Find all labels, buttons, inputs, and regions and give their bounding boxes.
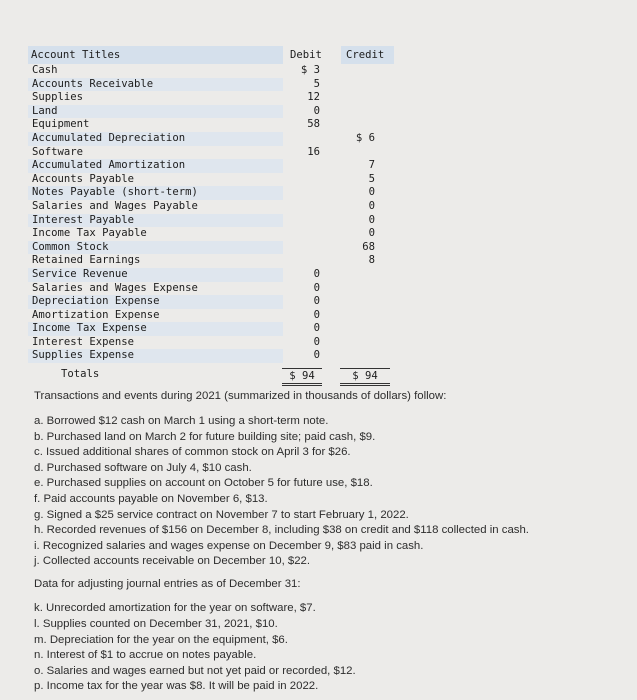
- account-title: Accumulated Amortization: [32, 159, 186, 172]
- credit-value: 5: [368, 172, 375, 185]
- list-item: m. Depreciation for the year on the equipment, $6.: [34, 633, 288, 646]
- account-title: Income Tax Expense: [32, 322, 147, 335]
- debit-value: $ 3: [300, 64, 320, 76]
- account-title: Depreciation Expense: [32, 295, 160, 308]
- list-item: c. Issued additional shares of common stock on April 3 for $26.: [34, 446, 351, 459]
- debit-value: 5: [313, 77, 320, 90]
- table-body: [28, 64, 394, 363]
- adjusting-intro: Data for adjusting journal entries as of December 31:: [34, 578, 301, 591]
- credit-value: 0: [368, 186, 375, 199]
- table-row: [28, 268, 394, 282]
- totals-credit: $ 94: [340, 368, 390, 386]
- totals-row: [28, 365, 394, 383]
- account-title: Amortization Expense: [32, 308, 160, 321]
- table-row: [28, 78, 394, 92]
- table-row: [28, 322, 394, 336]
- transactions-section: [34, 390, 624, 695]
- account-title: Cash: [32, 64, 58, 76]
- account-title: Equipment: [32, 118, 90, 131]
- list-item: l. Supplies counted on December 31, 2021, $10.: [34, 617, 278, 630]
- list-item: h. Recorded revenues of $156 on December 8, including $38 on credit and $118 collected in cash.: [34, 524, 529, 537]
- list-item: d. Purchased software on July 4, $10 cash.: [34, 461, 252, 474]
- credit-header: Credit: [346, 49, 385, 61]
- debit-header: Debit: [290, 49, 322, 61]
- table-row: [28, 336, 394, 350]
- account-title: Supplies: [32, 91, 84, 104]
- list-item: n. Interest of $1 to accrue on notes payable.: [34, 649, 257, 662]
- debit-value: 0: [313, 295, 320, 308]
- debit-value: 16: [307, 145, 320, 158]
- account-title: Accounts Receivable: [32, 77, 154, 90]
- credit-value: 8: [368, 254, 375, 267]
- credit-value: 0: [368, 213, 375, 226]
- list-item: f. Paid accounts payable on November 6, $13.: [34, 492, 268, 505]
- table-row: [28, 91, 394, 105]
- table-row: [28, 105, 394, 119]
- debit-value: 0: [313, 322, 320, 335]
- credit-value: 7: [368, 159, 375, 172]
- credit-value: 0: [368, 199, 375, 212]
- totals-debit: $ 94: [282, 368, 322, 386]
- credit-value: 68: [362, 240, 375, 253]
- list-item: a. Borrowed $12 cash on March 1 using a short-term note.: [34, 415, 329, 427]
- trial-balance-table: [28, 46, 394, 383]
- table-row: [28, 241, 394, 255]
- table-row: [28, 214, 394, 228]
- list-item: k. Unrecorded amortization for the year on software, $7.: [34, 602, 316, 615]
- debit-value: 0: [313, 267, 320, 280]
- debit-value: 0: [313, 308, 320, 321]
- account-title: Notes Payable (short-term): [32, 186, 198, 199]
- credit-value: $ 6: [355, 131, 375, 144]
- table-row: [28, 186, 394, 200]
- account-title: Retained Earnings: [32, 254, 141, 267]
- row-shade: [28, 105, 283, 119]
- debit-value: 0: [313, 335, 320, 348]
- list-item: i. Recognized salaries and wages expense on December 9, $83 paid in cash.: [34, 539, 424, 552]
- transactions-list: [34, 414, 624, 568]
- account-title: Software: [32, 145, 84, 158]
- account-title: Common Stock: [32, 240, 109, 253]
- table-header: [28, 46, 394, 64]
- account-title: Interest Expense: [32, 335, 135, 348]
- table-row: [28, 118, 394, 132]
- account-title: Salaries and Wages Expense: [32, 281, 198, 294]
- table-row: [28, 254, 394, 268]
- list-item: b. Purchased land on March 2 for future building site; paid cash, $9.: [34, 430, 376, 443]
- account-titles-header: Account Titles: [31, 49, 121, 61]
- table-row: [28, 349, 394, 363]
- account-title: Interest Payable: [32, 213, 135, 226]
- list-item: j. Collected accounts receivable on December 10, $22.: [34, 555, 311, 568]
- account-title: Salaries and Wages Payable: [32, 199, 198, 212]
- account-title: Land: [32, 104, 58, 117]
- list-item: g. Signed a $25 service contract on November 7 to start February 1, 2022.: [34, 508, 409, 521]
- account-title: Accounts Payable: [32, 172, 135, 185]
- table-row: [28, 146, 394, 160]
- debit-value: 0: [313, 281, 320, 294]
- table-row: [28, 282, 394, 296]
- debit-value: 12: [307, 91, 320, 104]
- table-row: [28, 159, 394, 173]
- table-row: [28, 309, 394, 323]
- credit-value: 0: [368, 227, 375, 240]
- account-title: Income Tax Payable: [32, 227, 147, 240]
- table-row: [28, 132, 394, 146]
- totals-label: Totals: [61, 368, 100, 381]
- table-row: [28, 295, 394, 309]
- account-title: Accumulated Depreciation: [32, 131, 186, 144]
- table-row: [28, 64, 394, 78]
- table-row: [28, 200, 394, 214]
- debit-value: 0: [313, 104, 320, 117]
- debit-value: 0: [313, 349, 320, 362]
- adjusting-list: [34, 601, 624, 693]
- list-item: e. Purchased supplies on account on October 5 for future use, $18.: [34, 477, 373, 490]
- list-item: p. Income tax for the year was $8. It will be paid in 2022.: [34, 680, 319, 693]
- list-item: o. Salaries and wages earned but not yet paid or recorded, $12.: [34, 664, 356, 677]
- account-title: Supplies Expense: [32, 349, 135, 362]
- table-row: [28, 173, 394, 187]
- transactions-intro: Transactions and events during 2021 (summarized in thousands of dollars) follow:: [34, 390, 447, 402]
- debit-value: 58: [307, 118, 320, 131]
- account-title: Service Revenue: [32, 267, 128, 280]
- table-row: [28, 227, 394, 241]
